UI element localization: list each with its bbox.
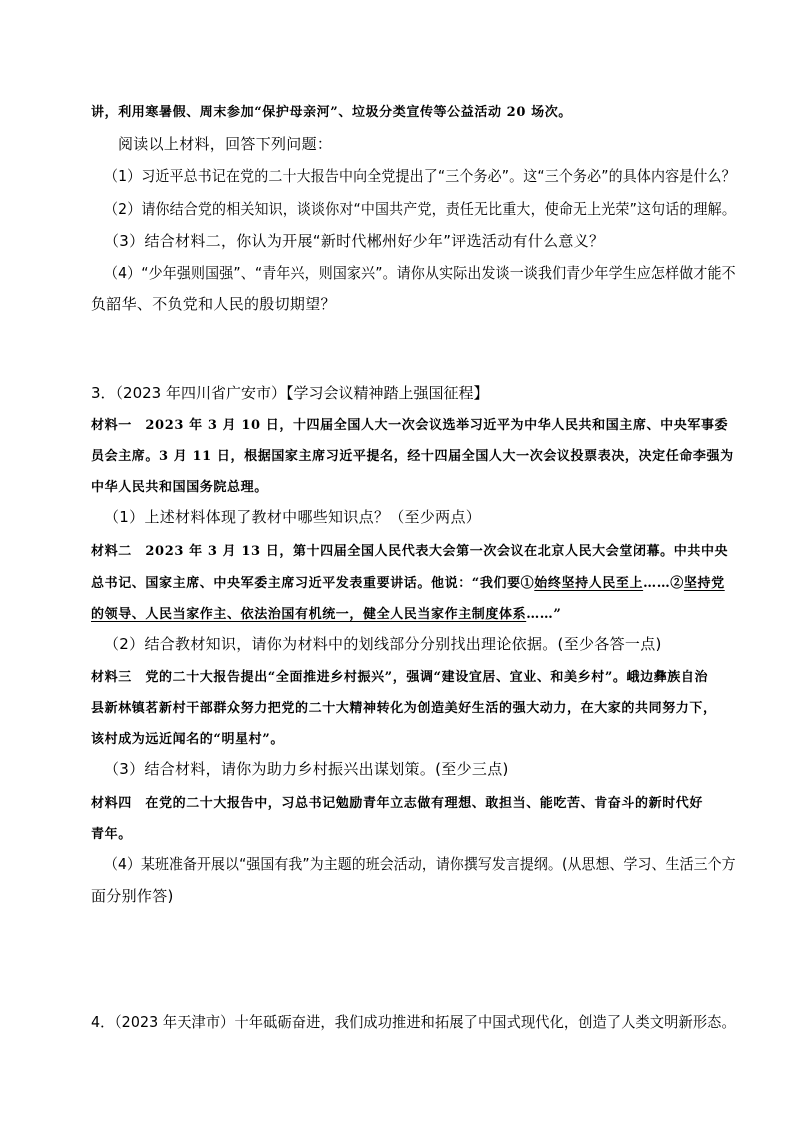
material-2-text: 总书记、国家主席、中央军委主席习近平发表重要讲话。他说：“我们要① (91, 576, 535, 591)
question-4-line2: 负韶华、不负党和人民的殷切期望？ (91, 295, 336, 313)
question-3: （3）结合材料二，你认为开展“新时代郴州好少年”评选活动有什么意义？ (104, 232, 605, 250)
question-4-line1: （4）“少年强则国强”、“青年兴，则国家兴”。请你从实际出发谈一谈我们青少年学生应怎样做才能不 (104, 264, 736, 282)
question-3-title: 3．（2023 年四川省广安市）【学习会议精神踏上强国征程】 (91, 384, 489, 402)
question-1: （1）习近平总书记在党的二十大报告中向全党提出了“三个务必”。这“三个务必”的具体内容是什么？ (104, 167, 736, 185)
instruction: 阅读以上材料，回答下列问题： (118, 135, 333, 153)
sub-question-4-line1: （4）某班准备开展以“强国有我”为主题的班会活动，请你撰写发言提纲。(从思想、学习、生活三个方 (104, 855, 736, 873)
material-2-line2 (91, 572, 725, 591)
material-1-line2: 员会主席。3 月 11 日，根据国家主席习近平提名，经十四届全国人大一次会议投票表决，决定任命李强为 (91, 449, 734, 464)
sub-question-4-line2: 面分别作答) (91, 887, 174, 905)
question-4-title: 4．（2023 年天津市）十年砥砺奋进，我们成功推进和拓展了中国式现代化，创造了人类文明新形态。 (91, 1013, 736, 1031)
question-2: （2）请你结合党的相关知识，谈谈你对“中国共产党，责任无比重大，使命无上光荣”这句话的理解。 (104, 200, 736, 218)
material-3-line3: 该村成为远近闻名的“明星村”。 (91, 732, 284, 747)
underlined-phrase-2-cont: 的领导、人民当家作主、依法治国有机统一，健全人民当家作主制度体系 (91, 607, 527, 622)
material-2-line3 (91, 603, 561, 622)
material-3-line2: 县新林镇茗新村干部群众努力把党的二十大精神转化为创造美好生活的强大动力，在大家的共同努力下， (91, 701, 717, 716)
material-2-text: ……② (643, 576, 684, 591)
underlined-phrase-2: 坚持党 (683, 576, 725, 591)
material-1-line3: 中华人民共和国国务院总理。 (91, 480, 268, 495)
material-2-line1: 材料二 2023 年 3 月 13 日，第十四届全国人民代表大会第一次会议在北京人民大会堂闭幕。中共中央 (91, 544, 729, 559)
material-2-text: ……” (526, 607, 562, 622)
material-1-line1: 材料一 2023 年 3 月 10 日，十四届全国人大一次会议选举习近平为中华人民共和国主席、中央军事委 (91, 418, 729, 433)
sub-question-1: （1）上述材料体现了教材中哪些知识点？（至少两点） (104, 508, 482, 526)
material-3-line1: 材料三 党的二十大报告提出“全面推进乡村振兴”，强调“建设宜居、宜业、和美乡村”。峨边彝族自治 (91, 670, 709, 685)
underlined-phrase-1: 始终坚持人民至上 (534, 576, 644, 591)
material-text: 讲，利用寒暑假、周末参加“保护母亲河”、垃圾分类宣传等公益活动 20 场次。 (91, 105, 572, 120)
sub-question-3: （3）结合材料，请你为助力乡村振兴出谋划策。(至少三点) (104, 760, 509, 778)
material-4-line1: 材料四 在党的二十大报告中，习总书记勉励青年立志做有理想、敢担当、能吃苦、肯奋斗的新时代好 (91, 796, 704, 811)
sub-question-2: （2）结合教材知识，请你为材料中的划线部分分别找出理论依据。(至少各答一点) (104, 635, 662, 653)
material-4-line2: 青年。 (91, 827, 132, 842)
